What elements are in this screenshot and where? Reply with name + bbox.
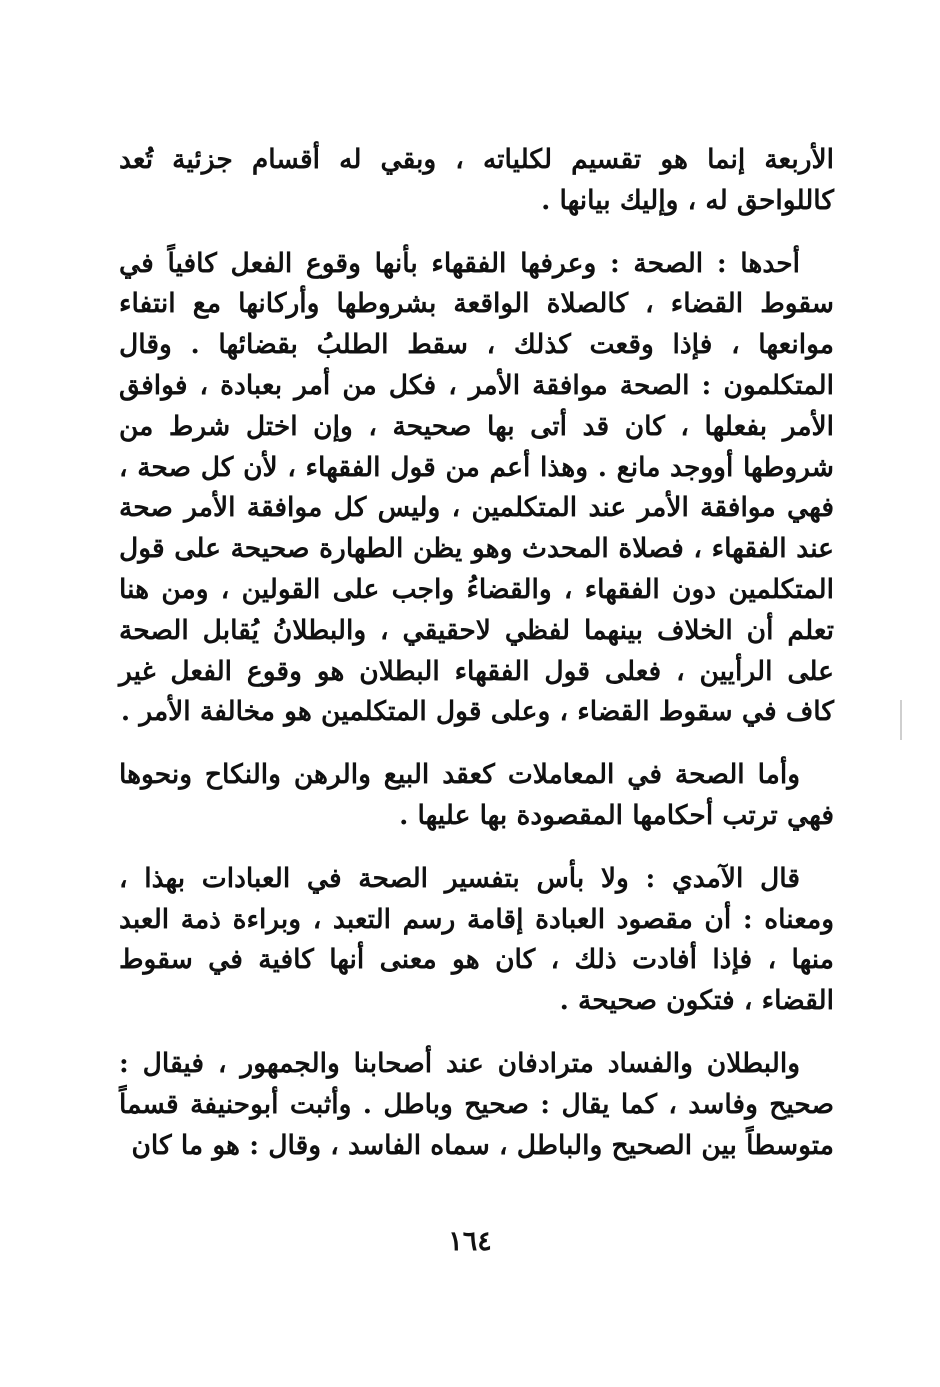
paragraph-2: أحدها : الصحة : وعرفها الفقهاء بأنها وقوع الفعل كافياً في سقوط القضاء ، كالصلاة الواقعة بشروطها وأركانها مع انتفاء موانعها ، فإذا وقعت كذلك ، سقط الطلبُ بقضائها . وقال المتكلمون : الصحة موافقة الأمر ، فكل من أمر بعبادة ، فوافق الأمر بفعلها ، كان قد أتى بها صحيحة ، وإن اختل شرط من شروطها أووجد مانع . وهذا أعم من قول الفقهاء ، لأن كل صحة ، فهي موافقة الأمر عند المتكلمين ، وليس كل موافقة الأمر صحة عند الفقهاء ، فصلاة المحدث وهو يظن الطهارة صحيحة على قول المتكلمين دون الفقهاء ، والقضاءُ واجب على القولين ، ومن هنا تعلم أن الخلاف بينهما لفظي لاحقيقي ، والبطلانُ يُقابل الصحة على الرأيين ، فعلى قول الفقهاء البطلان هو وقوع الفعل غير كاف في سقوط القضاء ، وعلى قول المتكلمين هو مخالفة الأمر . xyxy=(119,247,834,728)
scan-edge-mark xyxy=(900,700,902,740)
paragraph-4: قال الآمدي : ولا بأس بتفسير الصحة في العبادات بهذا ، ومعناه : أن مقصود العبادة إقامة رسم التعبد ، وبراءة ذمة العبد منها ، فإذا أفادت ذلك ، كان هو معنى أنها كافية في سقوط القضاء ، فتكون صحيحة . xyxy=(119,862,834,1017)
page-number: ١٦٤ xyxy=(448,1226,492,1257)
page-body-text xyxy=(119,140,834,1166)
paragraph-1: الأربعة إنما هو تقسيم لكلياته ، وبقي له أقسام جزئية تُعد كاللواحق له ، وإليك بيانها . xyxy=(119,144,834,216)
paragraph-3: وأما الصحة في المعاملات كعقد البيع والرهن والنكاح ونحوها فهي ترتب أحكامها المقصودة بها عليها . xyxy=(119,759,834,831)
paragraph-5: والبطلان والفساد مترادفان عند أصحابنا والجمهور ، فيقال : صحيح وفاسد ، كما يقال : صحيح وباطل . وأثبت أبوحنيفة قسماً متوسطاً بين الصحيح والباطل ، سماه الفاسد ، وقال : هو ما كان xyxy=(119,1047,834,1161)
